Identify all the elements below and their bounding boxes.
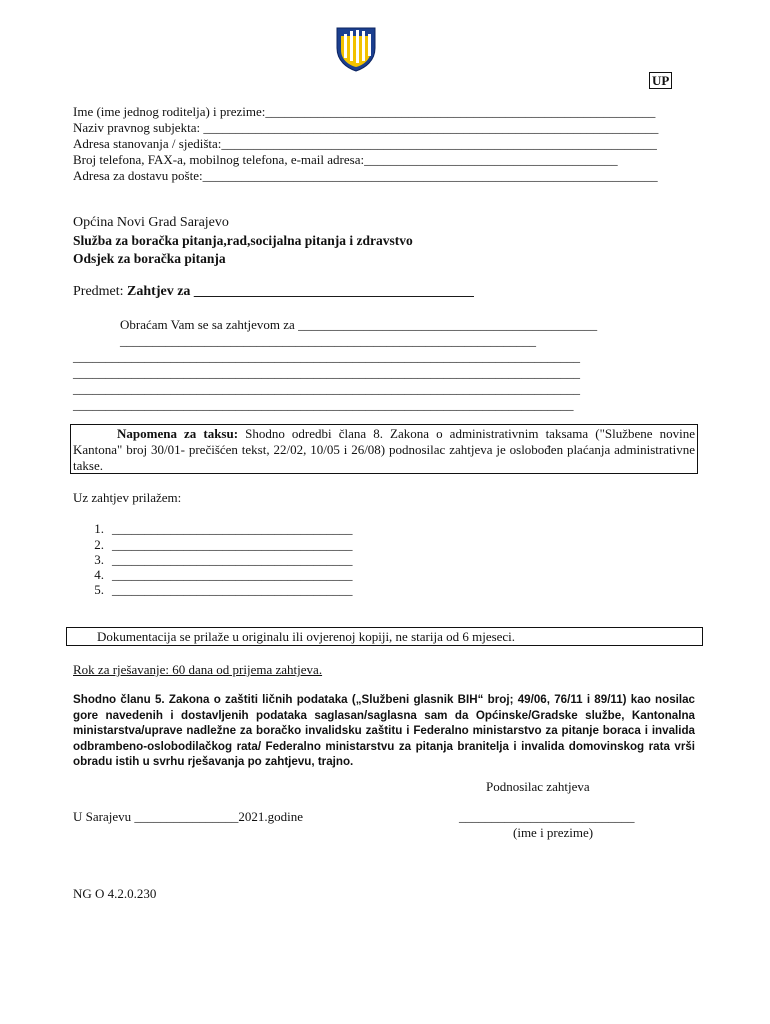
recipient-municipality: Općina Novi Grad Sarajevo (73, 215, 229, 230)
place-date-field[interactable]: U Sarajevu ________________2021.godine (73, 809, 304, 824)
request-line-4[interactable]: ______________________________________________________________________________ (73, 381, 580, 396)
privacy-consent-statement: Shodno članu 5. Zakona o zaštiti ličnih podataka („Službeni glasnik BIH“ broj; 49/06, 76/11 i 89/11) kao nosilac gore navedenih i dostavljenih podataka saglasan/saglasna sam da Općinske/Gradske službe, Kantonalna ministarstva/uprave nadležne za boračko invalidsku zaštitu i Federalno ministarstvo za pitanje boraca i invalida odbrambeno-oslobodilačkog rata/ Federalno ministarstvu za pitanja branitelja i invalida domovinskog rata vrši obradu istih u svrhu rješavanja po zahtjevu, trajno. (73, 693, 695, 768)
municipality-crest-logo (335, 26, 377, 72)
form-code: NG O 4.2.0.230 (73, 886, 157, 901)
attachment-item-3[interactable]: 3. _____________________________________ (94, 552, 353, 567)
request-intro-field[interactable]: Obraćam Vam se sa zahtjevom za ______________________________________________ (120, 317, 598, 332)
request-line-2[interactable]: ______________________________________________________________________________ (73, 349, 580, 364)
recipient-service: Služba za boračka pitanja,rad,socijalna pitanja i zdravstvo (73, 233, 413, 248)
recipient-department: Odsjek za boračka pitanja (73, 251, 226, 266)
field-residence-address[interactable]: Adresa stanovanja / sjedišta:___________________________________________________________________ (73, 136, 657, 151)
attachments-label: Uz zahtjev prilažem: (73, 490, 182, 505)
deadline-text: Rok za rješavanje: 60 dana od prijema zahtjeva. (73, 662, 323, 677)
field-legal-entity-name[interactable]: Naziv pravnog subjekta: ______________________________________________________________________ (73, 120, 659, 135)
attachment-item-1[interactable]: 1. _____________________________________ (94, 521, 353, 536)
documentation-note: Dokumentacija se prilaže u originalu ili ovjerenoj kopiji, ne starija od 6 mjeseci. (97, 629, 516, 644)
field-phone-fax-email[interactable]: Broj telefona, FAX-a, mobilnog telefona, e-mail adresa:_______________________________________ (73, 152, 618, 167)
fee-note-label: Napomena za taksu: (117, 426, 239, 441)
field-name-parent-surname[interactable]: Ime (ime jednog roditelja) i prezime:____________________________________________________________ (73, 104, 656, 119)
request-line-3[interactable]: ______________________________________________________________________________ (73, 365, 580, 380)
attachment-item-5[interactable]: 5. _____________________________________ (94, 582, 353, 597)
signature-line[interactable]: ___________________________ (459, 809, 635, 824)
fee-note (73, 426, 695, 474)
attachment-item-2[interactable]: 2. _____________________________________ (94, 537, 353, 552)
name-caption: (ime i prezime) (513, 825, 594, 840)
subject-line (73, 284, 474, 299)
request-line-1[interactable]: ________________________________________________________________ (120, 333, 536, 348)
applicant-label: Podnosilac zahtjeva (486, 779, 590, 794)
request-line-5[interactable]: _____________________________________________________________________________ (73, 397, 574, 412)
fee-note-text: Shodno odredbi člana 8. Zakona o administrativnim taksama ("Službene novine Kantona" broj 30/01- prečišćen tekst, 22/02, 10/05 i 26/08) podnosilac zahtjeva je oslobođen plaćanja administrativne takse. (73, 426, 695, 473)
up-form-badge: UP (649, 72, 672, 89)
subject-value-field[interactable]: Zahtjev za ________________________________________ (127, 284, 474, 299)
attachment-item-4[interactable]: 4. _____________________________________ (94, 567, 353, 582)
field-mailing-address[interactable]: Adresa za dostavu pošte:______________________________________________________________________ (73, 168, 658, 183)
subject-label: Predmet: (73, 284, 124, 299)
